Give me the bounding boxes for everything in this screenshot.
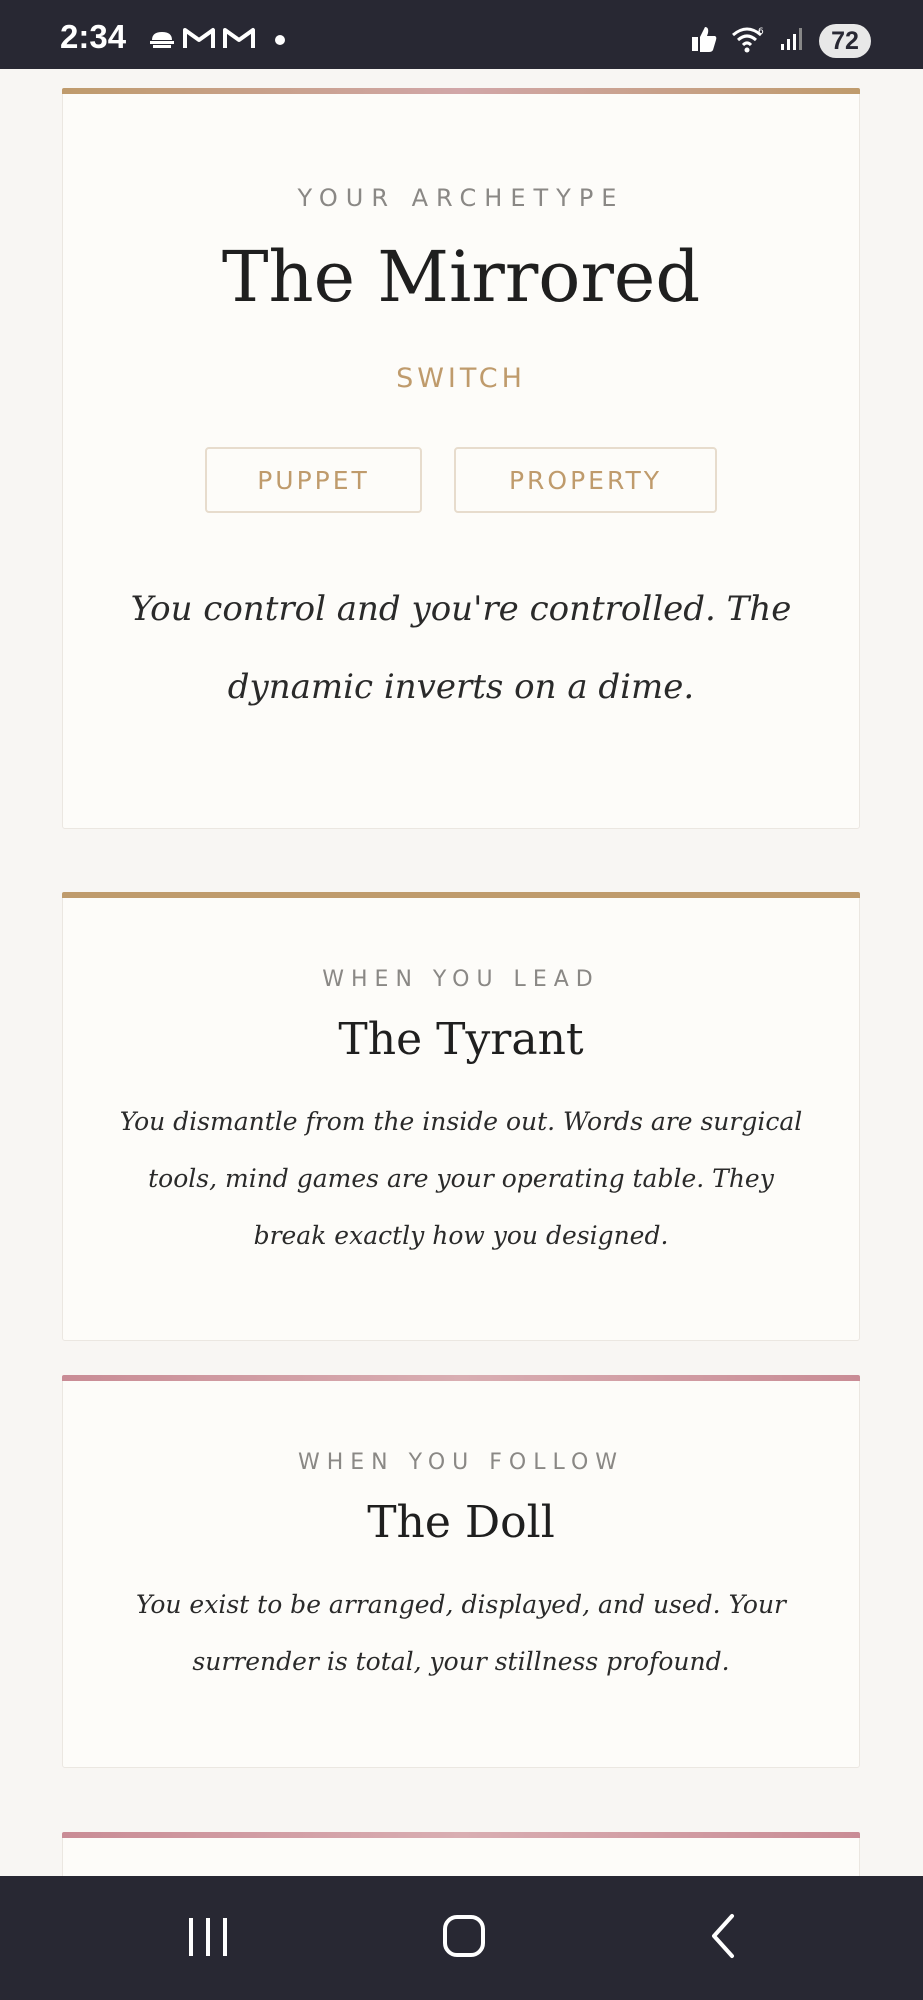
archetype-title: The Mirrored	[221, 236, 701, 318]
gmail-icon	[222, 26, 256, 54]
lead-text-line2: tools, mind games are your operating table. They	[148, 1164, 774, 1193]
follow-title: The Doll	[367, 1497, 555, 1548]
lead-title: The Tyrant	[338, 1014, 584, 1065]
lead-eyebrow: WHEN YOU LEAD	[322, 967, 600, 992]
lead-text-line1: You dismantle from the inside out. Words are surgical	[119, 1107, 803, 1136]
follow-card	[62, 1375, 860, 1768]
tag-property: PROPERTY	[454, 447, 717, 513]
card-accent-bar	[62, 1375, 860, 1381]
follow-eyebrow: WHEN YOU FOLLOW	[297, 1450, 625, 1475]
clock: 2:34	[60, 18, 127, 55]
card-accent-bar	[62, 88, 860, 94]
back-icon[interactable]	[706, 1910, 740, 1966]
svg-text:6: 6	[758, 27, 764, 37]
archetype-description-line1: You control and you're controlled. The	[130, 589, 792, 629]
thumbs-up-icon	[691, 25, 717, 57]
navigation-bar	[0, 1876, 923, 2000]
battery-indicator: 72	[819, 24, 871, 58]
lead-text-line3: break exactly how you designed.	[253, 1221, 669, 1250]
lead-card	[62, 892, 860, 1341]
wifi-icon	[731, 25, 765, 57]
follow-text-line1: You exist to be arranged, displayed, and used. Your	[136, 1590, 786, 1619]
card-accent-bar	[62, 1832, 860, 1838]
recents-icon[interactable]	[186, 1910, 230, 1966]
card-accent-bar	[62, 892, 860, 898]
home-icon[interactable]	[442, 1910, 486, 1966]
follow-text-line2: surrender is total, your stillness profound.	[192, 1647, 730, 1676]
archetype-card	[62, 88, 860, 829]
archetype-description-line2: dynamic inverts on a dime.	[227, 667, 695, 707]
signal-icon	[779, 26, 805, 56]
status-bar	[0, 0, 923, 69]
archetype-eyebrow: YOUR ARCHETYPE	[297, 184, 625, 212]
tag-puppet: PUPPET	[205, 447, 422, 513]
gmail-icon	[182, 26, 216, 54]
cloud-icon	[148, 26, 176, 54]
dot-icon	[274, 31, 286, 50]
archetype-subtitle: SWITCH	[396, 363, 526, 394]
